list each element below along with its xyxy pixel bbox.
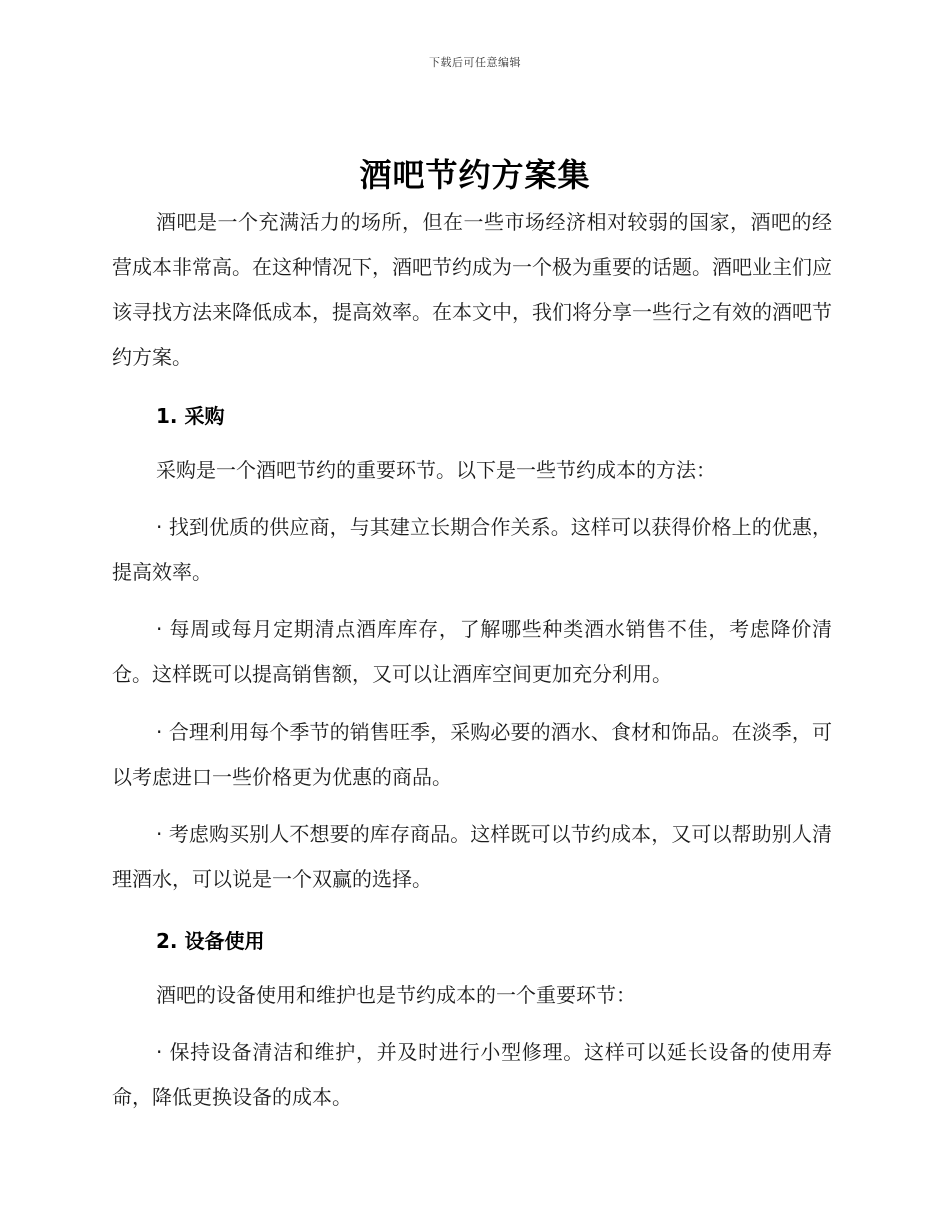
bullet-item: · 每周或每月定期清点酒库库存，了解哪些种类酒水销售不佳，考虑降价清仓。这样既可以提高销售额，又可以让酒库空间更加充分利用。 [112, 617, 832, 686]
section-lead-equipment: 酒吧的设备使用和维护也是节约成本的一个重要环节： [156, 983, 636, 1007]
bullet-item: · 找到优质的供应商，与其建立长期合作关系。这样可以获得价格上的优惠，提高效率。 [112, 515, 832, 584]
bullet-item: · 合理利用每个季节的销售旺季，采购必要的酒水、食材和饰品。在淡季，可以考虑进口一些价格更为优惠的商品。 [112, 720, 832, 789]
bullet-item: · 考虑购买别人不想要的库存商品。这样既可以节约成本，又可以帮助别人清理酒水，可以说是一个双赢的选择。 [112, 822, 832, 891]
bullet-item: · 保持设备清洁和维护，并及时进行小型修理。这样可以延长设备的使用寿命，降低更换设备的成本。 [112, 1040, 832, 1109]
section-lead-purchasing: 采购是一个酒吧节约的重要环节。以下是一些节约成本的方法： [156, 458, 716, 482]
intro-paragraph: 酒吧是一个充满活力的场所，但在一些市场经济相对较弱的国家，酒吧的经营成本非常高。在这种情况下，酒吧节约成为一个极为重要的话题。酒吧业主们应该寻找方法来降低成本，提高效率。在本文中，我们将分享一些行之有效的酒吧节约方案。 [112, 210, 832, 369]
page-title: 酒吧节约方案集 [359, 156, 591, 194]
section-heading-purchasing: 1. 采购 [156, 404, 225, 428]
section-heading-equipment: 2. 设备使用 [156, 929, 265, 953]
header-note: 下载后可任意编辑 [429, 56, 521, 69]
